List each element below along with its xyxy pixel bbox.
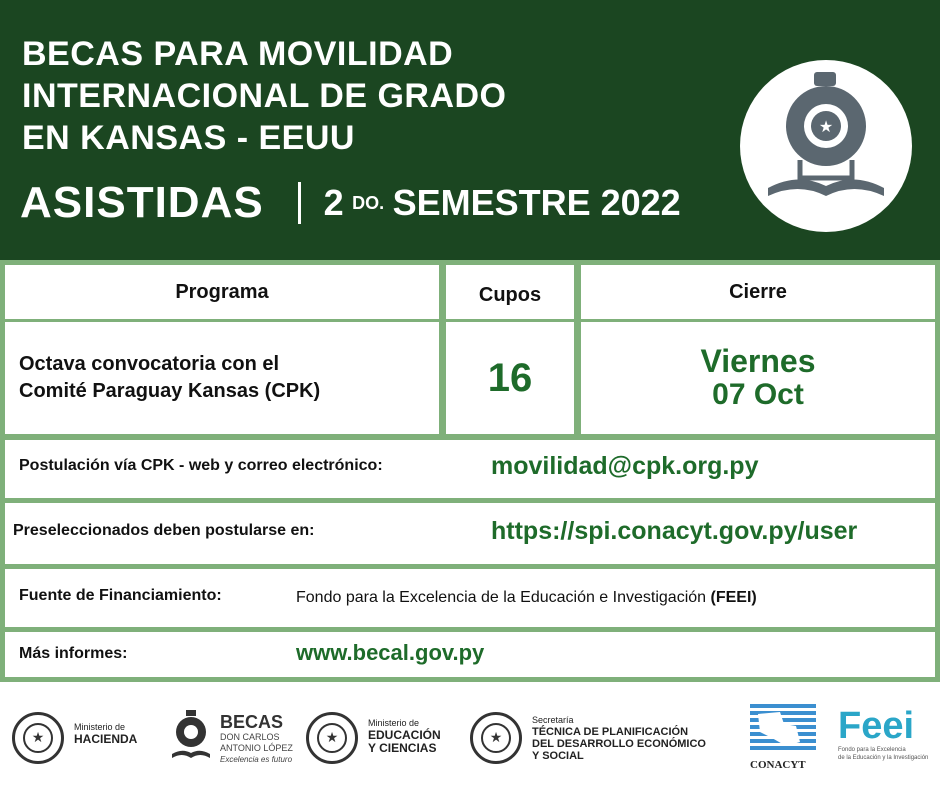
cupos-cell: [446, 322, 574, 434]
fuente-value: [296, 589, 757, 607]
title-line-3: EN KANSAS - EEUU: [22, 119, 355, 157]
cierre-day: Viernes: [700, 343, 816, 379]
info-table: [0, 260, 940, 682]
stp-line-4: Y SOCIAL: [532, 750, 584, 762]
stp-line-1: Secretaría: [532, 715, 574, 725]
feei-wordmark: Feei: [838, 705, 915, 747]
becal-logo: [740, 60, 912, 232]
hacienda-line-1: Ministerio de: [74, 722, 126, 732]
paraguay-seal-icon: [12, 712, 64, 764]
header-programa: Programa: [5, 265, 439, 319]
header-cupos: Cupos: [446, 265, 574, 319]
fuente-label: Fuente de Financiamiento:: [19, 587, 222, 604]
feei-line-1: Fondo para la Excelencia: [838, 747, 906, 753]
postulacion-email-link[interactable]: movilidad@cpk.org.py: [491, 452, 759, 480]
svg-text:★: ★: [818, 117, 834, 136]
scholarship-type: ASISTIDAS: [20, 178, 264, 227]
stp-logo: [532, 715, 706, 762]
header-banner: [0, 0, 940, 260]
programa-text: [5, 351, 320, 405]
becas-line-2: DON CARLOS: [220, 732, 280, 742]
programa-line-2: Comité Paraguay Kansas (CPK): [19, 380, 321, 402]
informes-label: Más informes:: [19, 645, 128, 662]
mec-line-1: Ministerio de: [368, 718, 420, 728]
preseleccionados-row: [5, 503, 935, 564]
title-line-1: BECAS PARA MOVILIDAD: [22, 35, 454, 73]
cierre-date: 07 Oct: [712, 378, 804, 411]
becal-train-book-icon: [740, 60, 912, 232]
star-icon: ★: [325, 729, 339, 745]
becas-logo: [220, 712, 293, 765]
title-line-2: INTERNACIONAL DE GRADO: [22, 77, 507, 115]
informes-row: [5, 632, 935, 677]
conacyt-emblem-icon: [750, 702, 816, 758]
preseleccionados-label: Preseleccionados deben postularse en:: [13, 522, 315, 539]
becas-line-3: ANTONIO LÓPEZ: [220, 743, 293, 753]
paraguay-seal-icon: [306, 712, 358, 764]
becas-line-1: BECAS: [220, 712, 284, 732]
postulacion-label: Postulación vía CPK - web y correo electrónico:: [19, 457, 383, 474]
semester-number: 2: [323, 182, 344, 223]
conacyt-logo: CONACYT: [750, 759, 806, 771]
stp-line-2: TÉCNICA DE PLANIFICACIÓN: [532, 726, 689, 738]
star-icon: ★: [31, 729, 45, 745]
hacienda-line-2: HACIENDA: [74, 732, 138, 746]
star-icon: ★: [489, 729, 503, 745]
paraguay-seal-icon: [470, 712, 522, 764]
becal-website-link[interactable]: www.becal.gov.py: [296, 640, 485, 665]
fuente-value-text: Fondo para la Excelencia de la Educación e Investigación: [296, 589, 707, 606]
fuente-value-bold: (FEEI): [710, 589, 757, 606]
stp-line-3: DEL DESARROLLO ECONÓMICO: [532, 738, 706, 750]
fuente-row: [5, 569, 935, 627]
semester-text: SEMESTRE 2022: [392, 182, 681, 223]
semester-suffix: DO.: [352, 192, 385, 213]
postulacion-row: [5, 440, 935, 498]
hacienda-logo: [74, 722, 137, 746]
becal-small-icon: [168, 710, 214, 762]
becas-line-4: Excelencia es futuro: [220, 755, 293, 764]
separator-bar: [298, 182, 301, 224]
mec-line-3: Y CIENCIAS: [368, 741, 437, 755]
mec-logo: [368, 718, 441, 755]
programa-line-1: Octava convocatoria con el: [19, 353, 280, 375]
programa-cell: [5, 322, 439, 434]
footer-logos: [0, 682, 940, 788]
cierre-cell: [581, 322, 935, 434]
subtitle-row: [20, 178, 681, 238]
feei-line-2: de la Educación y la Investigación: [838, 755, 929, 761]
spi-url-link[interactable]: https://spi.conacyt.gov.py/user: [491, 517, 858, 545]
mec-line-2: EDUCACIÓN: [368, 728, 441, 742]
header-cierre: Cierre: [581, 265, 935, 319]
cupos-value: 16: [487, 355, 533, 400]
feei-logo: [838, 706, 928, 762]
